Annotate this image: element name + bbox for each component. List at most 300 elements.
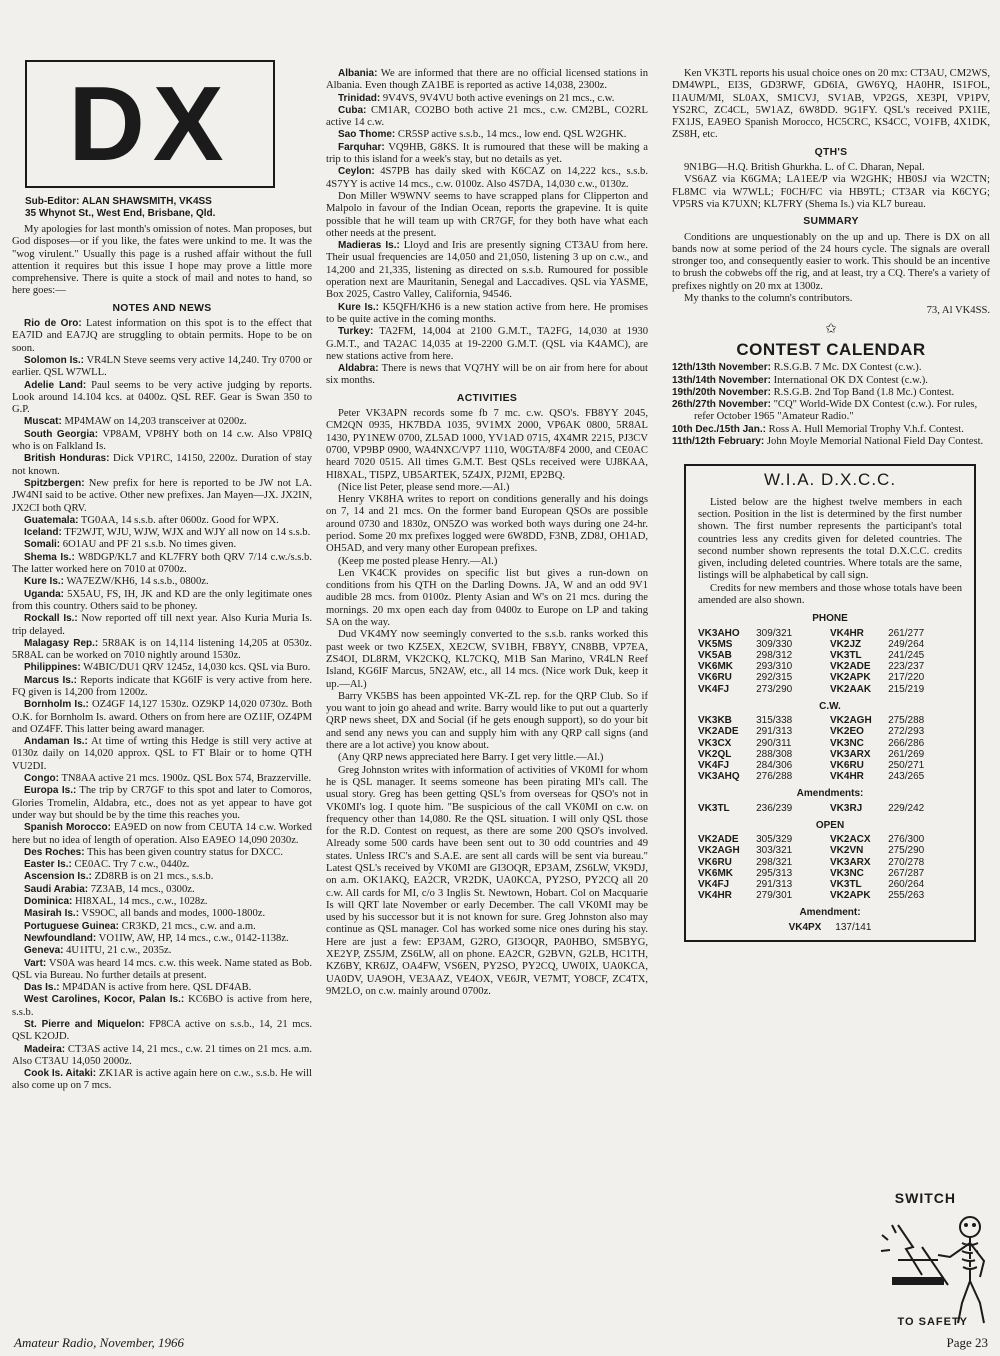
note-item <box>326 105 648 130</box>
activity-paragraph: (Any QRP news appreciated here Barry. I get very little.—Al.) <box>338 752 604 764</box>
amendment-score: 137/141 <box>835 921 872 933</box>
contest-date: 10th Dec./15th Jan.: <box>672 423 766 435</box>
note-text: Reports indicate that KG6IF is very active from here. FQ given is 14,200 from 1200z. <box>12 674 312 698</box>
table-row <box>698 803 962 814</box>
table-row <box>698 684 962 695</box>
call-sign-cell: VK4FJ <box>698 878 730 890</box>
score-cell: 298/312 <box>756 649 793 661</box>
table-row <box>698 661 962 672</box>
call-sign-cell: VK3AHQ <box>698 771 740 783</box>
note-place: Marcus Is.: <box>24 674 77 686</box>
note-place: Bornholm Is.: <box>24 699 89 711</box>
dx-logo <box>25 60 275 188</box>
contest-date: 19th/20th November: <box>672 386 771 398</box>
note-place: Adelie Land: <box>24 379 87 391</box>
notes-heading: NOTES AND NEWS <box>112 302 212 314</box>
note-text: TF2WJT, WJU, WJW, WJX and WJY all now on 14 s.s.b. <box>61 527 311 539</box>
column-3 <box>672 68 990 942</box>
note-item <box>326 68 648 93</box>
amendments-heading: Amendments: <box>796 788 864 800</box>
note-text: Now reported off till next year. Also Kuria Muria Is. trip delayed. <box>12 613 312 637</box>
call-sign-cell: VK2AAK <box>829 683 872 695</box>
footer-publication: Amateur Radio, November, 1966 <box>14 1335 185 1350</box>
score-cell: 243/265 <box>888 771 925 783</box>
note-place: Spanish Morocco: <box>24 822 111 834</box>
note-item <box>326 363 648 388</box>
score-cell: 291/313 <box>756 878 793 890</box>
note-item <box>326 326 648 363</box>
note-item <box>326 191 648 240</box>
call-sign-cell: VK3KB <box>698 715 732 727</box>
call-sign-cell: VK2AGH <box>698 845 740 857</box>
score-cell: 290/311 <box>756 737 792 749</box>
activity-paragraph: (Nice list Peter, please send more.—Al.) <box>338 481 510 493</box>
note-place: Farquhar: <box>338 141 385 153</box>
score-cell: 295/313 <box>756 867 793 879</box>
amendment-call: VK4PX <box>788 921 822 933</box>
call-sign-cell: VK5MS <box>698 638 733 650</box>
note-place: Easter Is.: <box>24 859 72 871</box>
note-text: VO1IW, AW, HP, 14 mcs., c.w., 0142-1138z. <box>96 932 289 944</box>
contest-name: R.S.G.B. 2nd Top Band (1.8 Mc.) Contest. <box>770 386 955 398</box>
note-item <box>12 416 312 428</box>
note-text: There is news that VQ7HY will be on air from here for about six months. <box>326 363 648 387</box>
contest-name: "CQ" World-Wide DX Contest (c.w.). For rules, refer October 1965 "Amateur Radio." <box>694 399 978 423</box>
note-place: Sao Thome: <box>338 129 396 141</box>
note-place: Uganda: <box>24 588 64 600</box>
table-row <box>698 738 962 749</box>
score-cell: 293/310 <box>756 661 793 673</box>
footer-page-number: Page 23 <box>946 1335 988 1350</box>
note-item <box>326 240 648 301</box>
note-item <box>12 884 312 896</box>
phone-heading: PHONE <box>812 613 848 625</box>
note-item <box>12 539 312 551</box>
switch-label: SWITCH <box>894 1190 956 1206</box>
note-item <box>12 355 312 380</box>
call-sign-cell: VK3TL <box>698 802 730 814</box>
score-cell: 261/269 <box>888 748 925 760</box>
note-place: Somali: <box>24 539 61 551</box>
note-item <box>12 589 312 614</box>
star-icon: ✩ <box>825 321 837 337</box>
note-place: Masirah Is.: <box>24 908 80 920</box>
note-text: CR5SP active s.s.b., 14 mcs., low end. QSL W2GHK. <box>395 129 627 141</box>
notes-list-col2 <box>326 68 648 388</box>
note-place: St. Pierre and Miquelon: <box>24 1019 145 1030</box>
contest-date: 11th/12th February: <box>672 436 765 448</box>
score-cell: 260/264 <box>888 878 925 890</box>
sub-editor-name: Sub-Editor: ALAN SHAWSMITH, VK4SS <box>25 196 212 207</box>
note-item <box>12 994 312 1019</box>
call-sign-cell: VK2APK <box>829 672 871 684</box>
activity-paragraph: Barry VK5BS has been appointed VK-ZL rep. for the QRP Club. So if you want to join go ahead and write. Barry would like to put out a quarterly QRP news sheet, DX and Social (if he gets enough support), so do your bit and send any news you can and supply him with any QRP call signs (and there are a lot active) you know about. <box>326 690 648 752</box>
note-text: TG0AA, 14 s.s.b. after 0600z. Good for WPX. <box>78 514 279 526</box>
score-cell: 298/321 <box>756 856 793 868</box>
note-item <box>12 515 312 527</box>
call-sign-cell: VK4HR <box>698 890 732 902</box>
note-text: We are informed that there are no official licensed stations in Albania. Even though ZA1BE is reported as active 14,038, 2300z. <box>326 68 648 92</box>
score-cell: 288/308 <box>756 748 793 760</box>
note-item <box>12 1044 312 1069</box>
note-text: This has been given country status for DXCC. <box>84 846 283 858</box>
score-cell: 279/301 <box>756 890 793 902</box>
qth-item: VS6AZ via K6GMA; LA1EE/P via W2GHK; HB0SJ via W2CTN; FL8MC via W7WLL; F0CH/FC via HB9TL; CT3AR via K6CYG; VP5RS via K7UXN; KL7FRY (Shema Is.) via KL7 bureau. <box>672 174 990 210</box>
activities-list <box>326 408 648 998</box>
table-row <box>698 749 962 760</box>
summary-heading: SUMMARY <box>803 216 859 228</box>
open-heading: OPEN <box>815 819 845 831</box>
call-sign-cell: VK2EO <box>829 726 864 738</box>
note-text: ZD8RB is on 21 mcs., s.s.b. <box>91 871 214 883</box>
note-text: CE0AC. Try 7 c.w., 0440z. <box>71 859 190 871</box>
table-row <box>698 834 962 845</box>
call-sign-cell: VK2APK <box>829 890 871 902</box>
table-row <box>698 639 962 650</box>
note-place: Ascension Is.: <box>24 871 92 883</box>
note-text: Lloyd and Iris are presently signing CT3AU from here. Their usual frequencies are 14,050 and 21,050, listening 3 up on c.w., and 14,200 and 21,335, listening as directed on s.s.b. Rumoured for possible operation next are Mauritanin, Senegal and Laccadives. QSL via YASME, Box 2025, Castro Valley, California, 94546. <box>326 240 648 301</box>
note-place: Turkey: <box>338 326 374 338</box>
note-text: TA2FM, 14,004 at 2100 G.M.T., TA2FG, 14,030 at 1930 G.M.T., and TA2AC 14,035 at 19-2200 G.M.T. (QSL via K4AMC), are new stations active from here. <box>326 326 648 362</box>
call-sign-cell: VK2AGH <box>829 715 872 727</box>
score-cell: 292/315 <box>756 672 793 684</box>
wia-intro: Listed below are the highest twelve members in each section. Position in the list is determined by the first number shown. The first number represents the participant's total countries less any credits given for deleted countries. The second number shown represents the total D.X.C.C. credits given, including deleted countries. Where totals are the same, listings will be alphabetical by call sign. <box>698 496 962 582</box>
score-cell: 315/338 <box>756 715 793 727</box>
call-sign-cell: VK6MK <box>698 661 734 673</box>
to-safety-label: TO SAFETY <box>897 1316 968 1328</box>
note-place: Rio de Oro: <box>24 318 82 330</box>
call-sign-cell: VK3TL <box>829 649 862 661</box>
note-item <box>12 699 312 736</box>
note-text: FP8CA active on s.s.b., 14, 21 mcs. QSL K2OJD. <box>12 1019 312 1043</box>
call-sign-cell: VK3NC <box>829 737 864 749</box>
call-sign-cell: VK4FJ <box>698 683 730 695</box>
call-sign-cell: VK2VN <box>829 845 864 857</box>
thanks-line: My thanks to the column's contributors. <box>684 293 853 305</box>
activity-paragraph: (Keep me posted please Henry.—Al.) <box>338 555 498 567</box>
contest-row <box>672 399 990 424</box>
dx-logo-text: DX <box>68 65 232 183</box>
note-text: W4BIC/DU1 QRV 1245z, 14,030 kcs. QSL via Buro. <box>80 662 311 674</box>
note-text: Don Miller W9WNV seems to have scrapped plans for Clipperton and Malpolo in favour of the Indian Ocean, reports the grapevine. It is quite possible that he will team up with CR7GF, for they both have what each other needs at the present. <box>326 190 648 239</box>
note-place: Malagasy Rep.: <box>24 637 99 649</box>
score-cell: 275/290 <box>888 845 925 857</box>
note-place: Portuguese Guinea: <box>24 920 120 932</box>
call-sign-cell: VK6RU <box>698 672 732 684</box>
note-text: 5R8AK is on 14,114 listening 14,205 at 0530z. 5R8AL can be worked on 7010 nightly around 1530z. <box>12 637 312 662</box>
contest-calendar-list <box>672 362 990 448</box>
score-cell: 309/330 <box>756 638 793 650</box>
note-text: CR3KD, 21 mcs., c.w. and a.m. <box>119 920 256 932</box>
note-item <box>12 1068 312 1093</box>
open-table <box>698 834 962 901</box>
note-item <box>12 638 312 663</box>
contest-name: John Moyle Memorial National Field Day Contest. <box>764 436 984 448</box>
table-row <box>698 672 962 683</box>
note-place: South Georgia: <box>24 428 99 440</box>
score-cell: 291/313 <box>756 726 793 738</box>
contest-row <box>672 424 990 436</box>
call-sign-cell: VK3TL <box>829 878 862 890</box>
note-text: Latest information on this spot is to the effect that EA7ID and EA7JQ are struggling to obtain permits. Hope to be on soon. <box>12 318 312 354</box>
note-text: VR4LN Steve seems very active 14,240. Try 0700 or earlier. QSL W7WLL. <box>12 354 312 379</box>
table-row <box>698 650 962 661</box>
score-cell: 250/271 <box>888 759 925 771</box>
note-item <box>12 380 312 417</box>
note-text: EA9ED on now from CEUTA 14 c.w. Worked here but no idea of length of operation. Also EA9EO 14,090 2030z. <box>12 822 312 846</box>
score-cell: 236/239 <box>756 802 793 814</box>
call-sign-cell: VK2ADE <box>829 661 871 673</box>
contest-date: 13th/14th November: <box>672 374 771 386</box>
note-place: Kure Is.: <box>24 576 65 588</box>
note-place: Des Roches: <box>24 846 85 858</box>
table-row <box>698 628 962 639</box>
note-place: Madieras Is.: <box>338 240 400 252</box>
note-item <box>12 662 312 674</box>
switch-to-safety-illustration <box>878 1185 996 1330</box>
call-sign-cell: VK5AB <box>698 649 732 661</box>
note-place: Andaman Is.: <box>24 736 88 748</box>
note-text: The trip by CR7GF to this spot and later to Comoros, Glories Tromelin, Aldabra, etc., does not as yet appear to have got under way but should be by the time this reaches you. <box>12 785 312 821</box>
note-text: CM1AR, CO2BO both active 21 mcs., c.w. CM2BL, CO2RL active 14 c.w. <box>326 104 648 129</box>
score-cell: 305/329 <box>756 834 793 846</box>
call-sign-cell: VK2QL <box>698 748 732 760</box>
note-place: Albania: <box>338 68 378 79</box>
call-sign-cell: VK4FJ <box>698 759 730 771</box>
note-text: Paul seems to be very active judging by reports. Look around 14.104 kcs. at 0400z. QSL REF. Gear is Swan 350 to G.P. <box>12 379 312 416</box>
note-item <box>12 945 312 957</box>
cw-table <box>698 715 962 782</box>
note-place: Trinidad: <box>338 92 381 104</box>
activity-paragraph: Dud VK4MY now seemingly converted to the s.s.b. ranks worked this past week or two KZ5EX, XE2CW, SV1BH, FB8YY, CN8BB, VP7EA, ZS4OI, DL8RM, VK2CKQ, KL7CKQ, M1B San Marino, VR4LN Reef Island, KG6IF Marcus, 5N2AW, etc., all 14 mcs. (Nice work Duk, keep it up.—Al.) <box>326 629 648 690</box>
note-item <box>326 93 648 105</box>
contest-name: Ross A. Hull Memorial Trophy V.h.f. Contest. <box>765 423 964 435</box>
score-cell: 223/237 <box>888 661 925 673</box>
note-item <box>12 896 312 908</box>
note-text: OZ4GF 14,127 1530z. OZ9KP 14,020 0730z. Both O.K. for Bornholm Is. award. Others on from here are OZ1IF, OZ4PM and OZ4FF. This latter being award manager. <box>12 699 312 735</box>
note-place: Madeira: <box>24 1043 66 1055</box>
note-place: Aldabra: <box>338 363 379 375</box>
note-place: Guatemala: <box>24 514 79 526</box>
note-place: Ceylon: <box>338 166 375 178</box>
note-item <box>12 1019 312 1044</box>
call-sign-cell: VK3ARX <box>829 856 871 868</box>
note-text: MP4DAN is active from here. QSL DF4AB. <box>59 982 252 994</box>
note-text: WA7EZW/KH6, 14 s.s.b., 0800z. <box>64 576 209 588</box>
call-sign-cell: VK3NC <box>829 867 864 879</box>
sub-editor-address: 35 Whynot St., West End, Brisbane, Qld. <box>25 208 216 219</box>
note-text: At time of wrting this Hedge is still very active at 0130z daily on 14,020 approx. QSL to FT Blair or to home QTH VU2DI. <box>12 736 312 772</box>
note-text: 7Z3AB, 14 mcs., 0300z. <box>88 883 195 895</box>
amendment-heading: Amendment: <box>799 907 861 919</box>
call-sign-cell: VK2JZ <box>829 638 862 650</box>
score-cell: 270/278 <box>888 856 925 868</box>
contest-name: International OK DX Contest (c.w.). <box>770 374 928 386</box>
note-item <box>12 576 312 588</box>
note-item <box>326 166 648 191</box>
score-cell: 229/242 <box>888 802 925 814</box>
contest-row <box>672 387 990 399</box>
note-item <box>12 478 312 515</box>
note-text: 9V4VS, 9V4VU both active evenings on 21 mcs., c.w. <box>380 92 615 104</box>
note-text: VP8AM, VP8HY both on 14 c.w. Also VP8IQ who is on Falkland Is. <box>12 428 312 453</box>
summary-paragraph: Conditions are unquestionably on the up and up. There is DX on all bands now at some period of the 24 hours cycle. The signals are overall stronger too, and consequently easier to work. This should be an incentive to brush the cobwebs off the rig, and at least, try a CQ. There's a variety of prefixes nightly on 20 mx at 1300z. <box>672 231 990 292</box>
intro-paragraph: My apologies for last month's omission of notes. Man proposes, but God disposes—or if you like, the fates were unkind to me. It was the "wog virulent." Usually this page is a rushed affair without the full attention it requires but this issue I hope may prove a little more comprehensive. There is quite a stock of mail and notes to hand, so here goes:— <box>12 224 312 297</box>
table-row <box>698 771 962 782</box>
notes-list-col1 <box>12 318 312 1093</box>
note-text: 4S7PB has daily sked with K6CAZ on 14,222 kcs., s.s.b. 4S7YY is active 14 mcs., c.w. 0100z. Also 4S7DA, 14,030 c.w., 0130z. <box>326 166 648 190</box>
score-cell: 284/306 <box>756 759 793 771</box>
amendments-table <box>698 803 962 814</box>
note-place: Cook Is. Aitaki: <box>24 1068 97 1080</box>
note-place: Kure Is.: <box>338 301 379 313</box>
table-row <box>698 890 962 901</box>
contest-row <box>672 436 990 448</box>
note-place: Philippines: <box>24 662 81 674</box>
contest-date: 26th/27th November: <box>672 399 771 411</box>
note-place: Cuba: <box>338 104 367 116</box>
call-sign-cell: VK2ACX <box>829 834 871 846</box>
note-text: 5X5AU, FS, IH, JK and KD are the only legitimate ones from this country. Others said to be phoney. <box>12 588 312 612</box>
ken-report: Ken VK3TL reports his usual choice ones on 20 mx: CT3AU, CM2WS, DM4WPL, EI3S, GD3RWF, GD6IA, GW6YQ, HA0HR, IS1FOL, I1AUM/MI, SL0AX, SM1CVJ, SV1AB, VP2GS, XE3PI, VP1PV, YS2RC, ZC4CL, 5W1AZ, 6W8DD. 9G1FY. QSL's received PX1IE, FX1JS, EA9EO Spanish Morocco, HC5CRC, KS4CC, VO1FB, 4X1DK, ZS8H, etc. <box>672 68 990 141</box>
cw-heading: C.W. <box>819 700 841 712</box>
note-text: VQ9HB, G8KS. It is rumoured that these will be making a trip to this island for a week's stay, but no details as yet. <box>326 141 648 166</box>
skeleton-switch-icon <box>878 1185 996 1330</box>
signoff: 73, Al VK4SS. <box>926 305 990 317</box>
note-item <box>12 982 312 994</box>
note-place: Congo: <box>24 773 59 785</box>
note-item <box>12 785 312 822</box>
wia-dxcc-box <box>684 464 976 942</box>
note-text: W8DGP/KL7 and KL7FRY both QRV 7/14 c.w./s.s.b. The latter worked here on 7010 at 0700z. <box>12 551 312 576</box>
note-item <box>12 736 312 773</box>
score-cell: 309/321 <box>756 627 793 639</box>
contest-row <box>672 375 990 387</box>
table-row <box>698 726 962 737</box>
note-item <box>12 773 312 785</box>
note-text: ZK1AR is active again here on c.w., s.s.b. He will also come up on 7 mcs. <box>12 1068 312 1092</box>
note-place: Spitzbergen: <box>24 477 85 489</box>
note-item <box>12 822 312 847</box>
call-sign-cell: VK6RU <box>829 759 864 771</box>
score-cell: 215/219 <box>888 683 925 695</box>
activity-paragraph: Henry VK8HA writes to report on conditions generally and his doings on 7, 14 and 21 mcs. On the former band European QSOs are possible around 0730 and 1830z, ON5ZO was worked both ways during one 24-hr. period. Some 20 mx prefixes logged were 6W8DD, F3NB, ZD8J, OH1AD, OH5AD, and very many other European prefixes. <box>326 494 648 555</box>
note-place: West Carolines, Kocor, Palan Is.: <box>24 994 185 1006</box>
qth-item: 9N1BG—H.Q. British Ghurkha. L. of C. Dharan, Nepal. <box>684 162 925 174</box>
table-row <box>698 857 962 868</box>
note-item <box>326 142 648 167</box>
wia-intro-credits: Credits for new members and those whose totals have been amended are also shown. <box>698 582 962 606</box>
note-item <box>12 318 312 355</box>
note-place: Muscat: <box>24 416 62 428</box>
activity-paragraph: Peter VK3APN records some fb 7 mc. c.w. QSO's. FB8YY 2045, CM2QN 0935, HK7BDA 1035, 9V1MX 2000, VP6AK 0800, 5R8AL 1430, PY1NEW 0700, ZL5AD 1000, YV1AD 0715, 4X4MR 2215, PJ3CV 0700, VP9BP 0900, WA4NXC/VP7 1110, W0GTA/8F4 2000, and CE0AC heard 7020 0515. All times G.M.T. Best QSLs received were UJ8KAA, HI8XAL, TI5PZ, UB5ARTEK, 5Z4JX, PJ2MI, EP2BQ. <box>326 408 648 481</box>
table-row <box>698 760 962 771</box>
call-sign-cell: VK3RJ <box>829 802 863 814</box>
table-row <box>698 879 962 890</box>
note-item <box>12 429 312 454</box>
note-item <box>12 847 312 859</box>
call-sign-cell: VK3ARX <box>829 748 871 760</box>
qths-heading: QTH'S <box>814 146 848 158</box>
note-item <box>12 675 312 700</box>
score-cell: 275/288 <box>888 715 925 727</box>
column-2 <box>326 68 648 998</box>
note-item <box>12 552 312 577</box>
contest-calendar-title: CONTEST CALENDAR <box>736 339 926 359</box>
call-sign-cell: VK4HR <box>829 627 864 639</box>
note-item <box>12 859 312 871</box>
note-text: VS9OC, all bands and modes, 1000-1800z. <box>79 908 266 920</box>
score-cell: 272/293 <box>888 726 925 738</box>
contest-name: R.S.G.B. 7 Mc. DX Contest (c.w.). <box>770 362 922 374</box>
activity-paragraph: Len VK4CK provides on specific list but gives a run-down on conditions from his QTH on the Darling Downs. JA, W and an odd 9V1 audible 28 mcs. from 0100z. Plenty Asian and W's on 21 mcs. during the mornings. 20 mx open each day from 0400z to Europe on LP and taking SA on the way. <box>326 567 648 629</box>
call-sign-cell: VK2ADE <box>698 726 739 738</box>
phone-table <box>698 628 962 695</box>
score-cell: 261/277 <box>888 627 925 639</box>
note-place: Iceland: <box>24 527 62 539</box>
note-place: Rockall Is.: <box>24 613 78 625</box>
note-item <box>12 613 312 638</box>
note-place: Solomon Is.: <box>24 354 85 366</box>
score-cell: 303/321 <box>756 845 793 857</box>
contest-date: 12th/13th November: <box>672 362 771 374</box>
table-row <box>698 868 962 879</box>
column-1 <box>12 224 312 1093</box>
activities-heading: ACTIVITIES <box>456 392 518 404</box>
table-row <box>698 715 962 726</box>
amendment-row <box>698 922 962 934</box>
note-item <box>12 958 312 983</box>
note-text: 4U1ITU, 21 c.w., 2035z. <box>63 945 172 957</box>
score-cell: 249/264 <box>888 638 925 650</box>
contest-row <box>672 362 990 374</box>
note-place: Europa Is.: <box>24 785 77 797</box>
call-sign-cell: VK3CX <box>698 737 732 749</box>
note-place: Vart: <box>24 957 47 969</box>
score-cell: 217/220 <box>888 672 925 684</box>
score-cell: 241/245 <box>888 649 925 661</box>
wia-dxcc-title: W.I.A. D.X.C.C. <box>763 470 897 490</box>
note-item <box>12 527 312 539</box>
score-cell: 266/286 <box>888 737 925 749</box>
note-text: MP4MAW on 14,203 transceiver at 0200z. <box>61 416 247 428</box>
score-cell: 255/263 <box>888 890 925 902</box>
call-sign-cell: VK6MK <box>698 867 734 879</box>
note-text: KC6BO is active from here, s.s.b. <box>12 994 312 1018</box>
note-place: Saudi Arabia: <box>24 883 89 895</box>
sub-editor-credit <box>25 196 315 220</box>
note-text: New prefix for here is reported to be JW not LA. JW4NI said to be active. Other new prefixes. Jan Mayen—JX. JX2IN, JX2CI both QRV. <box>12 477 312 514</box>
note-place: Das Is.: <box>24 982 60 994</box>
note-item <box>12 871 312 883</box>
note-text: 6O1AU and PF 21 s.s.b. No times given. <box>60 539 237 551</box>
note-text: CT3AS active 14, 21 mcs., c.w. 21 times on 21 mcs. a.m. Also CT3AU 14,050 2000z. <box>12 1043 312 1067</box>
call-sign-cell: VK6RU <box>698 856 732 868</box>
note-text: K5QFH/KH6 is a new station active from here. He promises to be quite active in the coming months. <box>326 301 648 325</box>
note-item <box>326 129 648 141</box>
score-cell: 267/287 <box>888 867 925 879</box>
activity-paragraph: Greg Johnston writes with information of activities of VK0MI for whom he is QSL manager. It seems someone has been pirating MI's call. The usual story. Greg has been getting QSL's from overseas for QSO's not in VK0MI's log. I quote him. "Be suspicious of the call VK0MI on c.w. on frequency other than 14,080. Re the QSL situation. I will only QSL those for the R.D. Contest on request, as there are some 200 QSO's involved. Already some 500 cards have been sent out to 30 odd countries and 49 states. Unless IRC's and S.A.E. are sent all cards will be sent via bureau." Latest QSL's received by VK0MI are GI3OQR, EP3AM, ZS6LW, VK9DJ, on a.m. OK1AKQ, EA2CR, VR2DK, UA0KCA, PY2SO, PY2CQ all 20 c.w. All cards for MI, c/o 3 Inglis St. Newtown, Hobart. Col on Macquarie Is will QRT late November or early December. The call VK0MI may be used by his successor but it is not known for sure. Greg Johnston also may continue as QSL manager. Col has worked some nice ones during his stay. Here are just a few: EP3AM, G2RO, GI3OQR, PA0HBO, SM5BYG, XE2YP, ZS5JM, ZS6LW, all on phone. EA2CR, G2BVN, G2LB, HC1TH, KZ6BY, KR6JZ, OA4FW, VS6EN, PY2SO, PY2CQ, UW0IX, UA0KCA, UA0DV, UA9OH, VE3AAZ, VE4OX, VE6JR, VE7MT, YO8CF, ZC4TX, 9M2LO, on c.w. mainly around 0700z. <box>326 764 648 997</box>
note-item <box>326 302 648 327</box>
call-sign-cell: VK3AHO <box>698 627 740 639</box>
note-item <box>12 908 312 920</box>
note-place: Geneva: <box>24 945 64 957</box>
note-text: HI8XAL, 14 mcs., c.w., 1028z. <box>72 896 208 908</box>
note-item <box>12 453 312 478</box>
score-cell: 276/300 <box>888 834 925 846</box>
note-text: Dick VP1RC, 14150, 2200z. Duration of stay not known. <box>12 453 312 477</box>
note-place: Dominica: <box>24 896 73 908</box>
